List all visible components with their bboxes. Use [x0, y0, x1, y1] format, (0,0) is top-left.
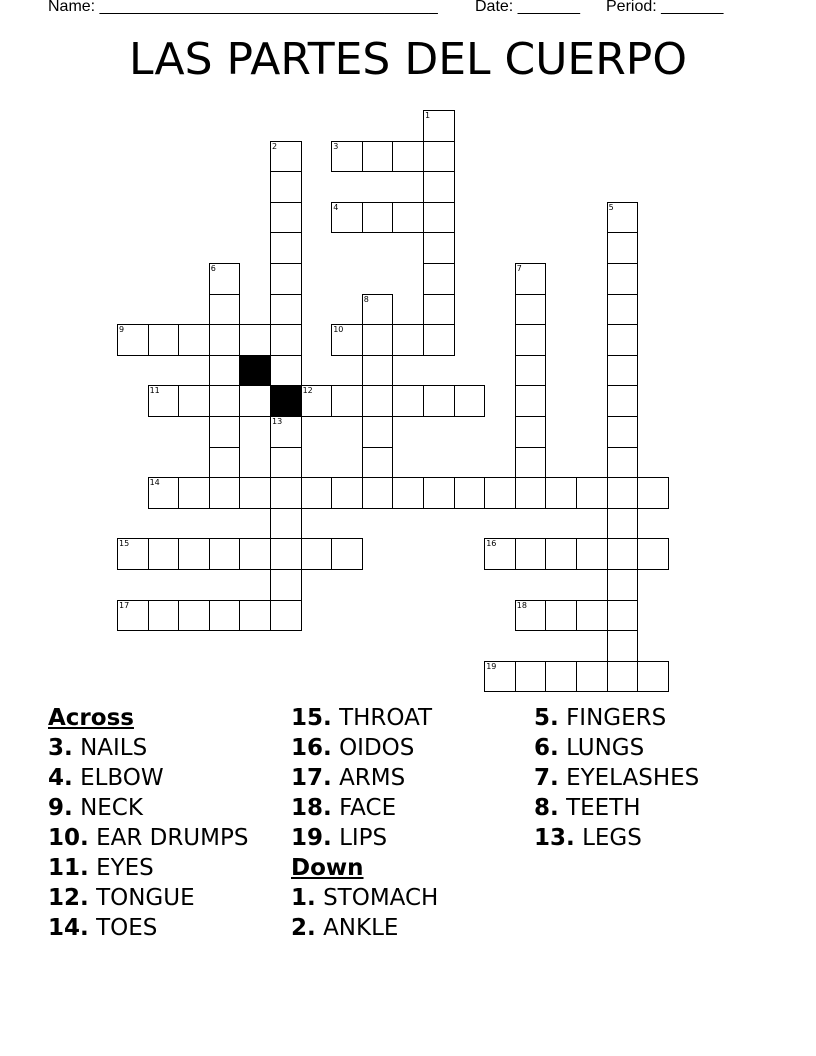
black-square	[270, 385, 302, 417]
clue-column-3	[534, 703, 699, 853]
clue-across-3: 3. NAILS	[48, 735, 148, 761]
grid-cell[interactable]	[607, 447, 639, 479]
grid-cell[interactable]	[576, 538, 608, 570]
name-field-label: Name: ______________________________________	[48, 0, 438, 15]
grid-cell[interactable]	[607, 538, 639, 570]
grid-cell[interactable]	[270, 263, 302, 295]
date-field-label: Date: _______	[475, 0, 580, 15]
period-field-label: Period: _______	[606, 0, 724, 15]
grid-cell[interactable]	[607, 202, 639, 234]
grid-cell[interactable]	[209, 385, 241, 417]
grid-cell[interactable]	[270, 294, 302, 326]
grid-cell[interactable]	[515, 477, 547, 509]
grid-cell[interactable]	[576, 477, 608, 509]
grid-cell[interactable]	[423, 263, 455, 295]
clue-across-14: 14. TOES	[48, 915, 158, 941]
clue-number: 8	[363, 294, 369, 304]
grid-cell[interactable]	[392, 385, 424, 417]
grid-cell[interactable]	[607, 600, 639, 632]
grid-cell[interactable]	[392, 202, 424, 234]
grid-cell[interactable]	[423, 171, 455, 203]
grid-cell[interactable]	[209, 263, 241, 295]
clue-down-5: 5. FINGERS	[534, 705, 667, 731]
grid-cell[interactable]	[423, 202, 455, 234]
black-square	[239, 355, 271, 387]
clue-column-1	[48, 703, 248, 943]
grid-cell[interactable]	[239, 385, 271, 417]
grid-cell[interactable]	[362, 355, 394, 387]
grid-cell[interactable]	[423, 385, 455, 417]
clue-number: 1	[425, 111, 431, 120]
grid-cell[interactable]	[117, 600, 149, 632]
clue-number: 17	[119, 600, 130, 610]
grid-cell[interactable]	[576, 661, 608, 693]
grid-cell[interactable]	[423, 110, 455, 142]
grid-cell[interactable]	[515, 263, 547, 295]
grid-cell[interactable]	[209, 294, 241, 326]
grid-cell[interactable]	[178, 477, 210, 509]
grid-cell[interactable]	[270, 324, 302, 356]
grid-cell[interactable]	[515, 447, 547, 479]
grid-cell[interactable]	[392, 141, 424, 173]
grid-cell[interactable]	[117, 538, 149, 570]
grid-cell[interactable]	[362, 385, 394, 417]
clue-across-16: 16. OIDOS	[291, 735, 415, 761]
grid-cell[interactable]	[392, 324, 424, 356]
grid-cell[interactable]	[209, 477, 241, 509]
clue-number: 5	[608, 202, 614, 212]
grid-cell[interactable]	[423, 141, 455, 173]
grid-cell[interactable]	[362, 202, 394, 234]
grid-cell[interactable]	[270, 171, 302, 203]
grid-cell[interactable]	[576, 600, 608, 632]
clue-down-6: 6. LUNGS	[534, 735, 645, 761]
grid-cell[interactable]	[148, 385, 180, 417]
grid-cell[interactable]	[545, 477, 577, 509]
grid-cell[interactable]	[607, 569, 639, 601]
grid-cell[interactable]	[607, 661, 639, 693]
clue-number: 16	[486, 539, 497, 549]
grid-cell[interactable]	[148, 538, 180, 570]
grid-cell[interactable]	[209, 600, 241, 632]
clue-number: 4	[333, 202, 339, 212]
clue-down-8: 8. TEETH	[534, 795, 641, 821]
grid-cell[interactable]	[178, 324, 210, 356]
grid-cell[interactable]	[484, 538, 516, 570]
clue-number: 10	[333, 325, 344, 335]
grid-cell[interactable]	[270, 477, 302, 509]
grid-cell[interactable]	[515, 661, 547, 693]
page-title: LAS PARTES DEL CUERPO	[129, 34, 687, 85]
grid-cell[interactable]	[209, 324, 241, 356]
grid-cell[interactable]	[454, 385, 486, 417]
grid-cell[interactable]	[607, 630, 639, 662]
clue-number: 12	[302, 386, 313, 396]
grid-cell[interactable]	[331, 202, 363, 234]
clue-down-7: 7. EYELASHES	[534, 765, 700, 791]
grid-cell[interactable]	[239, 477, 271, 509]
grid-cell[interactable]	[607, 263, 639, 295]
clue-across-18: 18. FACE	[291, 795, 397, 821]
clue-across-4: 4. ELBOW	[48, 765, 164, 791]
grid-cell[interactable]	[545, 661, 577, 693]
clue-number: 15	[119, 539, 130, 549]
clue-across-12: 12. TONGUE	[48, 885, 195, 911]
grid-cell[interactable]	[454, 477, 486, 509]
grid-cell[interactable]	[515, 294, 547, 326]
grid-cell[interactable]	[331, 141, 363, 173]
grid-cell[interactable]	[331, 538, 363, 570]
grid-cell[interactable]	[607, 294, 639, 326]
grid-cell[interactable]	[270, 538, 302, 570]
clue-number: 19	[486, 661, 497, 671]
grid-cell[interactable]	[331, 477, 363, 509]
grid-cell[interactable]	[331, 385, 363, 417]
clue-across-11: 11. EYES	[48, 855, 154, 881]
grid-cell[interactable]	[515, 538, 547, 570]
grid-cell[interactable]	[178, 538, 210, 570]
grid-cell[interactable]	[270, 202, 302, 234]
grid-cell[interactable]	[362, 416, 394, 448]
grid-cell[interactable]	[484, 661, 516, 693]
across-heading: Across	[48, 705, 134, 731]
grid-cell[interactable]	[209, 538, 241, 570]
grid-cell[interactable]	[607, 232, 639, 264]
clue-across-9: 9. NECK	[48, 795, 143, 821]
grid-cell[interactable]	[515, 600, 547, 632]
clue-number: 14	[149, 478, 160, 488]
grid-cell[interactable]	[209, 416, 241, 448]
grid-cell[interactable]	[484, 477, 516, 509]
grid-cell[interactable]	[515, 324, 547, 356]
clue-down-2: 2. ANKLE	[291, 915, 399, 941]
clue-number: 7	[516, 264, 522, 273]
clue-down-1: 1. STOMACH	[291, 885, 439, 911]
grid-cell[interactable]	[362, 324, 394, 356]
grid-cell[interactable]	[607, 324, 639, 356]
grid-cell[interactable]	[362, 477, 394, 509]
grid-cell[interactable]	[607, 385, 639, 417]
grid-cell[interactable]	[392, 477, 424, 509]
grid-cell[interactable]	[117, 324, 149, 356]
grid-cell[interactable]	[178, 600, 210, 632]
clue-number: 18	[516, 600, 527, 610]
grid-cell[interactable]	[270, 600, 302, 632]
grid-cell[interactable]	[270, 355, 302, 387]
grid-cell[interactable]	[209, 447, 241, 479]
grid-cell[interactable]	[270, 141, 302, 173]
grid-cell[interactable]	[331, 324, 363, 356]
grid-cell[interactable]	[362, 447, 394, 479]
clue-column-2	[291, 703, 438, 943]
grid-cell[interactable]	[301, 385, 333, 417]
clue-number: 2	[272, 141, 278, 151]
grid-cell[interactable]	[301, 477, 333, 509]
clue-down-13: 13. LEGS	[534, 825, 642, 851]
grid-cell[interactable]	[607, 477, 639, 509]
grid-cell[interactable]	[545, 538, 577, 570]
grid-cell[interactable]	[270, 569, 302, 601]
grid-cell[interactable]	[423, 477, 455, 509]
clue-number: 3	[333, 141, 339, 151]
clue-number: 11	[149, 386, 160, 396]
grid-cell[interactable]	[239, 538, 271, 570]
clue-number: 6	[210, 264, 216, 273]
grid-cell[interactable]	[270, 447, 302, 479]
grid-cell[interactable]	[607, 508, 639, 540]
clue-across-15: 15. THROAT	[291, 705, 433, 731]
grid-cell[interactable]	[148, 324, 180, 356]
grid-cell[interactable]	[515, 385, 547, 417]
grid-cell[interactable]	[270, 508, 302, 540]
grid-cell[interactable]	[637, 661, 669, 693]
grid-cell[interactable]	[148, 477, 180, 509]
grid-cell[interactable]	[423, 232, 455, 264]
grid-cell[interactable]	[637, 477, 669, 509]
clue-across-17: 17. ARMS	[291, 765, 406, 791]
grid-cell[interactable]	[239, 324, 271, 356]
grid-cell[interactable]	[209, 355, 241, 387]
grid-cell[interactable]	[423, 324, 455, 356]
down-heading: Down	[291, 855, 364, 881]
grid-cell[interactable]	[515, 355, 547, 387]
grid-cell[interactable]	[301, 538, 333, 570]
clue-number: 9	[119, 325, 125, 335]
grid-cell[interactable]	[362, 294, 394, 326]
grid-cell[interactable]	[607, 355, 639, 387]
grid-cell[interactable]	[607, 416, 639, 448]
grid-cell[interactable]	[239, 600, 271, 632]
grid-cell[interactable]	[515, 416, 547, 448]
clue-number: 13	[272, 417, 283, 426]
grid-cell[interactable]	[270, 416, 302, 448]
grid-cell[interactable]	[545, 600, 577, 632]
grid-cell[interactable]	[178, 385, 210, 417]
grid-cell[interactable]	[362, 141, 394, 173]
grid-cell[interactable]	[423, 294, 455, 326]
grid-cell[interactable]	[148, 600, 180, 632]
grid-cell[interactable]	[637, 538, 669, 570]
clue-across-19: 19. LIPS	[291, 825, 388, 851]
grid-cell[interactable]	[270, 232, 302, 264]
clue-across-10: 10. EAR DRUMPS	[48, 825, 249, 851]
